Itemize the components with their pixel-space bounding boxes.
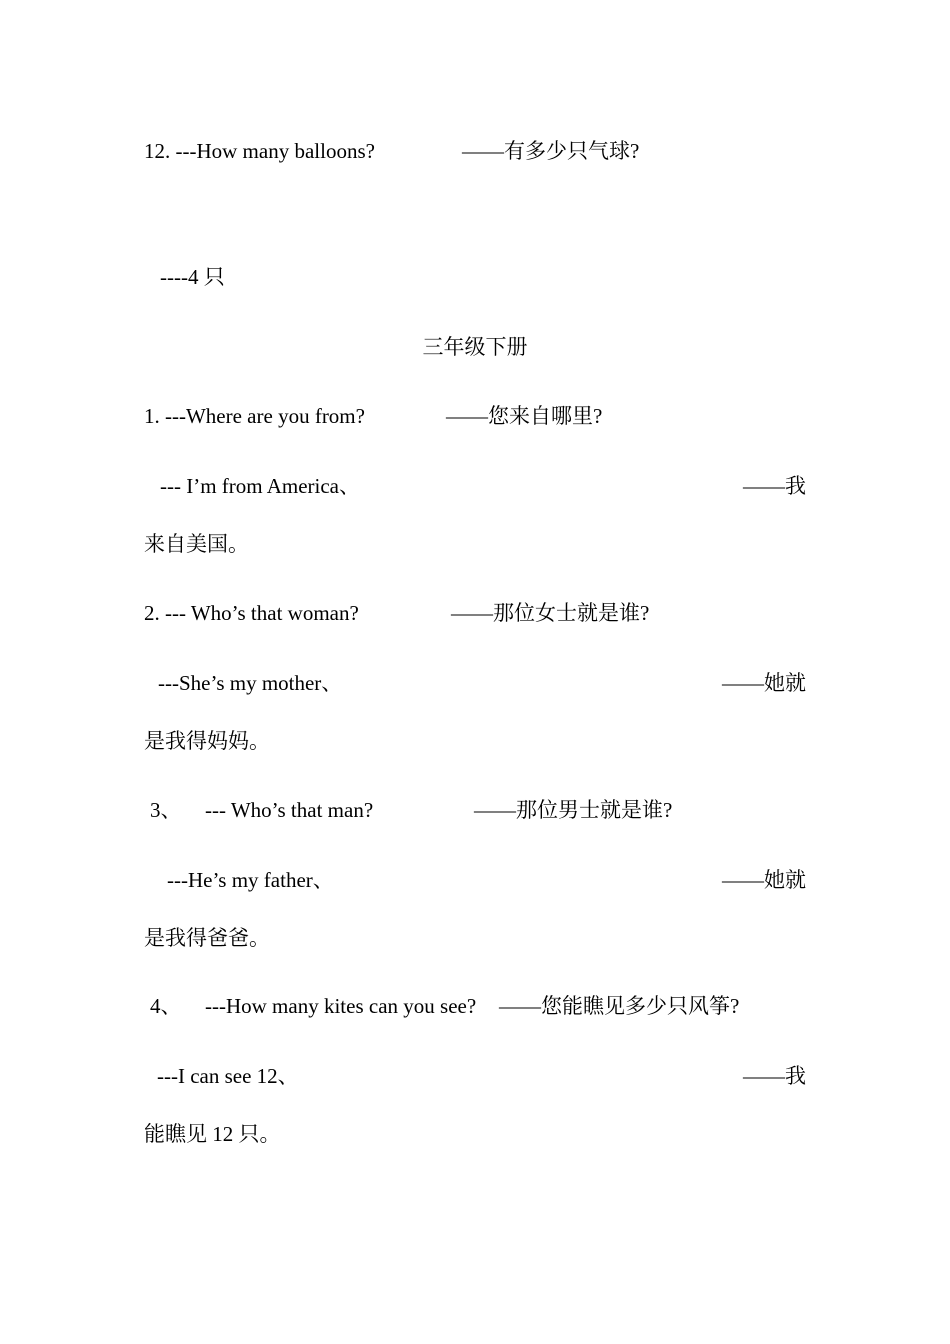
- item-2-question-cn: ——那位女士就是谁?: [451, 601, 650, 625]
- item-2-answer: ---She’s my mother、: [158, 671, 343, 695]
- item-1-question: 1. ---Where are you from?: [144, 404, 365, 428]
- item-4-answer-cn-part2: 能瞧见 12 只。: [144, 1122, 281, 1146]
- item-2-answer-cn-part1: ——她就: [722, 671, 806, 695]
- item-3-number: 3、: [150, 798, 182, 822]
- item-4-question: ---How many kites can you see?: [205, 994, 477, 1018]
- item-3-answer-cn-part1: ——她就: [722, 868, 806, 892]
- item-1-answer: --- I’m from America、: [160, 474, 361, 498]
- item-1-answer-cn-part1: ——我: [743, 474, 806, 498]
- item-4-answer: ---I can see 12、: [157, 1064, 299, 1088]
- item-2-question: 2. --- Who’s that woman?: [144, 601, 359, 625]
- item-3-answer: ---He’s my father、: [167, 868, 334, 892]
- item-3-question-cn: ——那位男士就是谁?: [474, 798, 673, 822]
- q12-question: 12. ---How many balloons?: [144, 139, 375, 163]
- q12-answer: ----4 只: [160, 265, 225, 289]
- item-3-answer-cn-part2: 是我得爸爸。: [144, 926, 270, 950]
- item-2-answer-cn-part2: 是我得妈妈。: [144, 729, 270, 753]
- item-4-answer-cn-part1: ——我: [743, 1064, 806, 1088]
- item-4-question-cn: ——您能瞧见多少只风筝?: [499, 994, 740, 1018]
- section-title: 三年级下册: [422, 335, 528, 359]
- item-1-answer-cn-part2: 来自美国。: [144, 532, 249, 556]
- item-3-question: --- Who’s that man?: [205, 798, 374, 822]
- item-4-number: 4、: [150, 994, 182, 1018]
- item-1-question-cn: ——您来自哪里?: [446, 404, 603, 428]
- q12-question-cn: ——有多少只气球?: [462, 139, 640, 163]
